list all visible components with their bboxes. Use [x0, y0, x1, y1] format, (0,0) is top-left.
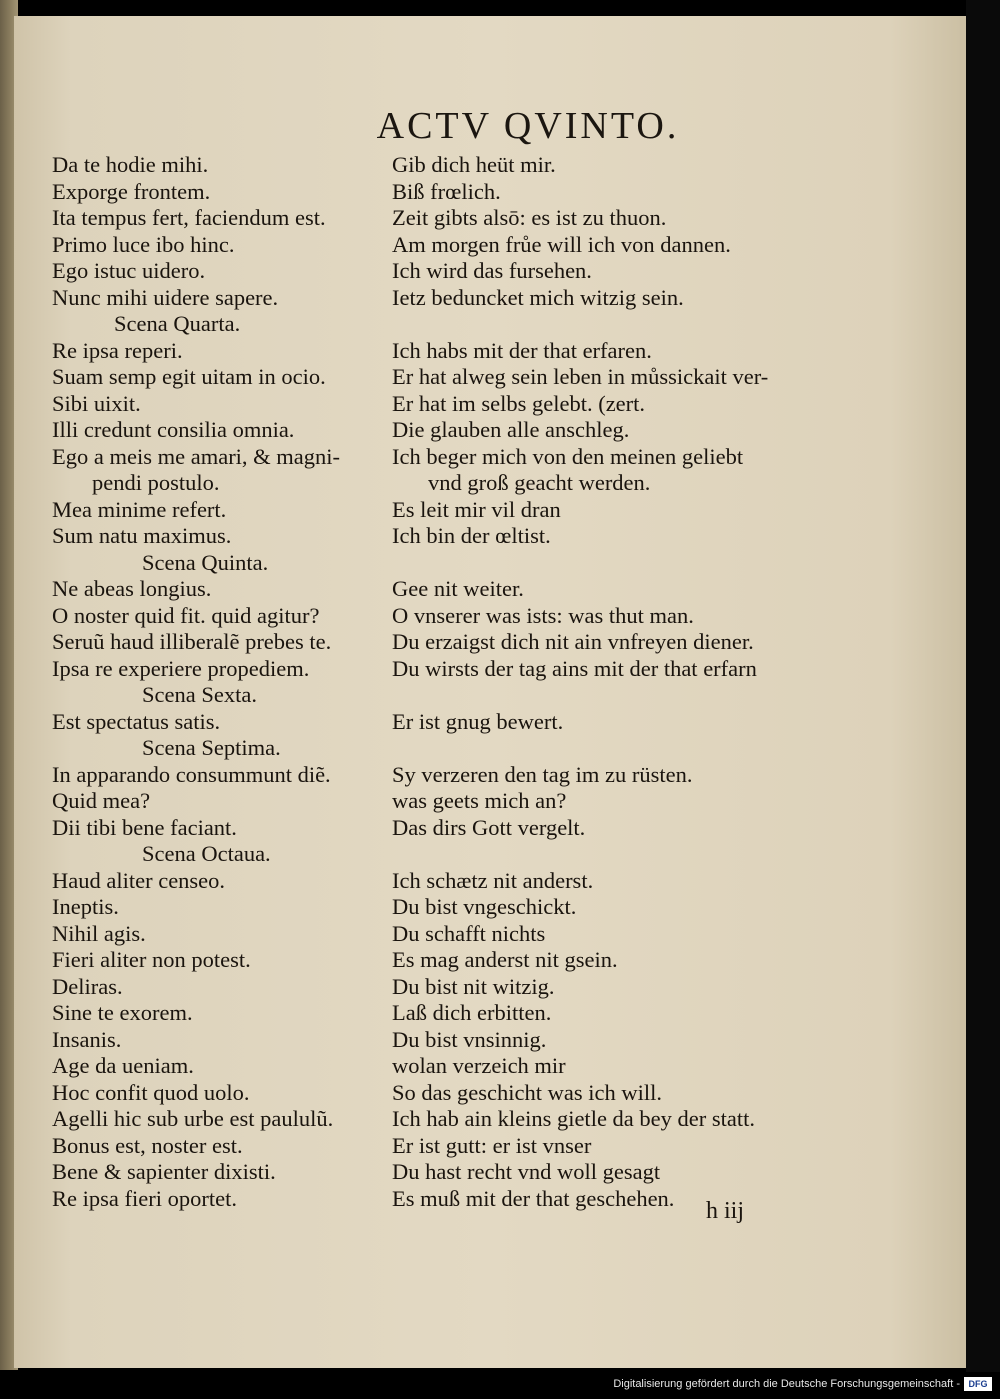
german-line: Du hast recht vnd woll gesagt [392, 1159, 661, 1184]
german-line: Ich habs mit der that erfaren. [392, 337, 652, 363]
german-line: Du erzaigst dich nit ain vnfreyen diener. [392, 629, 754, 654]
german-line: Ich beger mich von den meinen geliebt [392, 443, 744, 469]
german-line: Er ist gnug bewert. [392, 708, 564, 734]
latin-line: Re ipsa fieri oportet. [52, 1185, 237, 1211]
german-line: Ich bin der œltist. [392, 523, 551, 548]
german-line: So das geschicht was ich will. [392, 1079, 662, 1105]
latin-line: Ne abeas longius. [52, 576, 212, 601]
german-line: was geets mich an? [392, 788, 567, 813]
latin-line: Ita tempus fert, faciendum est. [52, 205, 326, 230]
dfg-logo: DFG [964, 1377, 992, 1391]
latin-line: Scena Septima. [142, 735, 281, 760]
german-line: Es mag anderst nit gsein. [392, 947, 618, 972]
latin-line: Insanis. [52, 1026, 122, 1052]
latin-line: Suam semp egit uitam in ocio. [52, 364, 326, 389]
latin-line: Exporge frontem. [52, 178, 211, 204]
footer-credit: Digitalisierung gefördert durch die Deutsche Forschungsgemeinschaft - [613, 1378, 960, 1390]
german-line: Das dirs Gott vergelt. [392, 814, 586, 840]
latin-line: Deliras. [52, 973, 123, 999]
latin-line: Scena Octaua. [142, 841, 271, 866]
latin-line: Sum natu maximus. [52, 523, 232, 548]
german-line [392, 550, 832, 577]
page-title: ACTV QVINTO. [376, 105, 680, 147]
latin-line: Ego istuc uidero. [52, 258, 206, 283]
german-line: Er hat im selbs gelebt. (zert. [392, 390, 646, 416]
german-line: Ich schætz nit anderst. [392, 867, 594, 893]
latin-line: Scena Quarta. [114, 311, 241, 336]
latin-line: Scena Sexta. [142, 682, 257, 707]
german-line: Du wirsts der tag ains mit der that erfarn [392, 655, 757, 681]
german-line: Du bist nit witzig. [392, 973, 555, 999]
latin-line: Agelli hic sub urbe est paululũ. [52, 1106, 334, 1131]
scan-background-strip [966, 0, 1000, 1372]
latin-line: Bene & sapienter dixisti. [52, 1159, 276, 1184]
german-line: Biß frœlich. [392, 178, 501, 204]
latin-line: Primo luce ibo hinc. [52, 231, 235, 257]
latin-line: Quid mea? [52, 788, 151, 813]
latin-line: Illi credunt consilia omnia. [52, 417, 295, 442]
latin-line: Ego a meis me amari, & magni- [52, 443, 341, 469]
page-signature: h iij [706, 1198, 745, 1224]
german-line: Gib dich heüt mir. [392, 152, 556, 177]
latin-line: pendi postulo. [92, 470, 220, 495]
latin-line: Sibi uixit. [52, 390, 141, 416]
latin-line: Age da ueniam. [52, 1053, 194, 1078]
latin-line: Haud aliter censeo. [52, 867, 226, 893]
german-line: Laß dich erbitten. [392, 1000, 552, 1025]
latin-line: Bonus est, noster est. [52, 1132, 243, 1158]
german-line: Er hat alweg sein leben in můssickait ver- [392, 364, 769, 389]
german-line: wolan verzeich mir [392, 1053, 566, 1078]
german-line: Es leit mir vil dran [392, 496, 561, 522]
latin-line: Nunc mihi uidere sapere. [52, 284, 279, 310]
latin-line: O noster quid fit. quid agitur? [52, 602, 320, 628]
german-line [392, 735, 832, 762]
footer-bar [0, 1372, 1000, 1399]
latin-line: Hoc confit quod uolo. [52, 1079, 250, 1105]
latin-line: Nihil agis. [52, 920, 146, 946]
latin-line: Seruũ haud illiberalẽ prebes te. [52, 629, 332, 654]
german-line: Es muß mit der that geschehen. [392, 1185, 675, 1211]
german-line: Sy verzeren den tag im zu rüsten. [392, 761, 693, 787]
latin-line: Mea minime refert. [52, 496, 227, 522]
german-line: O vnserer was ists: was thut man. [392, 602, 694, 628]
latin-line: Scena Quinta. [142, 549, 269, 575]
latin-line: Sine te exorem. [52, 1000, 193, 1025]
german-line [392, 682, 832, 709]
german-line: Gee nit weiter. [392, 576, 524, 601]
latin-line: Dii tibi bene faciant. [52, 814, 237, 840]
german-line: Ich wird das fursehen. [392, 258, 592, 283]
german-line [392, 311, 832, 338]
latin-line: Re ipsa reperi. [52, 337, 183, 363]
latin-line: Fieri aliter non potest. [52, 947, 251, 972]
german-line: Die glauben alle anschleg. [392, 417, 630, 442]
german-line: Er ist gutt: er ist vnser [392, 1132, 592, 1158]
german-line: Ich hab ain kleins gietle da bey der statt. [392, 1106, 755, 1131]
german-line: Ietz beduncket mich witzig sein. [392, 284, 684, 310]
german-column [392, 152, 832, 1212]
latin-column [52, 152, 392, 1212]
german-line: Du bist vnsinnig. [392, 1026, 547, 1052]
german-line: Zeit gibts alsō: es ist zu thuon. [392, 205, 667, 230]
latin-line: Est spectatus satis. [52, 708, 221, 734]
latin-line: Ineptis. [52, 894, 119, 919]
german-line: vnd groß geacht werden. [428, 470, 651, 495]
german-line [392, 841, 832, 868]
latin-line: Da te hodie mihi. [52, 152, 209, 177]
german-line: Du bist vngeschickt. [392, 894, 577, 919]
german-line: Am morgen frůe will ich von dannen. [392, 231, 731, 257]
latin-line: In apparando consummunt diẽ. [52, 761, 331, 787]
german-line: Du schafft nichts [392, 920, 546, 946]
latin-line: Ipsa re experiere propediem. [52, 655, 310, 681]
